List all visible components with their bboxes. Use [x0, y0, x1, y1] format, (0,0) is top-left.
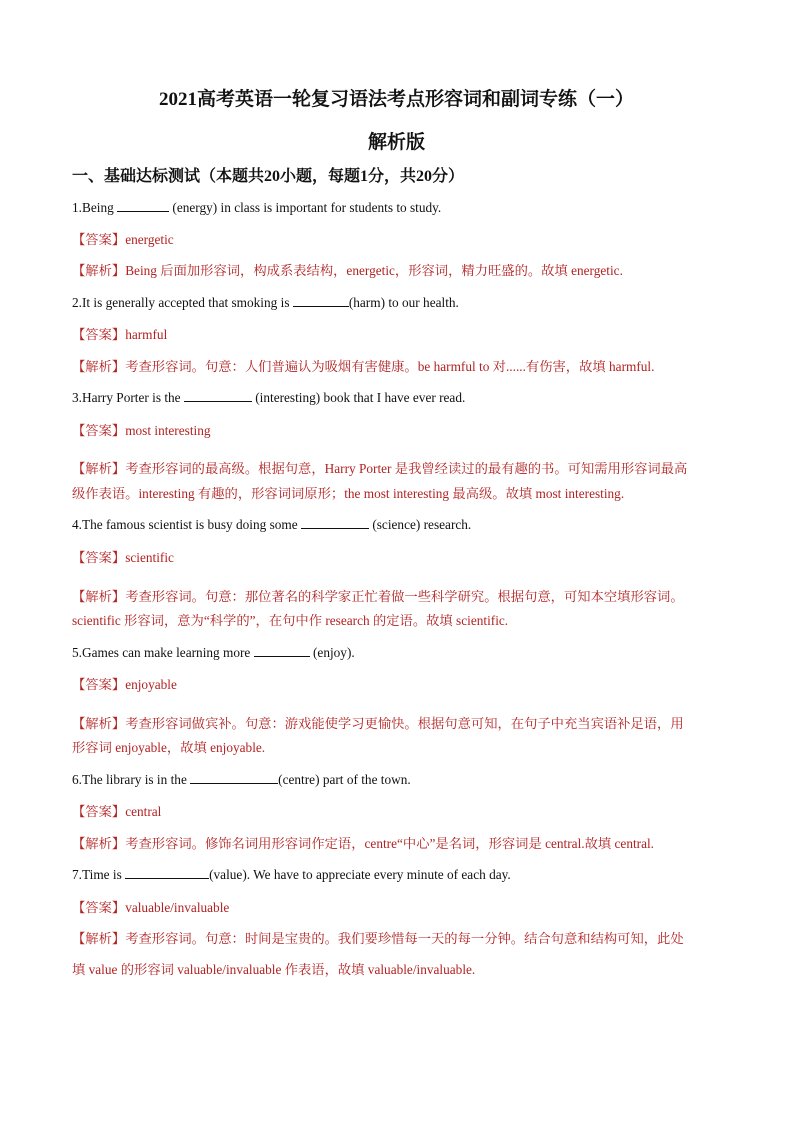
explanation-text: 形容词 enjoyable，故填 enjoyable. — [72, 740, 266, 755]
question-text: (enjoy). — [312, 645, 355, 660]
question-1 — [72, 196, 722, 220]
explanation-tag: 【解析】 — [72, 836, 126, 851]
question-text: (value). We have to appreciate every minute of each day. — [209, 867, 511, 882]
answer-6 — [72, 800, 722, 824]
answer-tag: 【答案】 — [72, 423, 126, 438]
explanation-text: 级作表语。interesting 有趣的，形容词词原形；the most interesting 最高级。故填 most interesting. — [72, 486, 625, 501]
question-text: 2.It is generally accepted that smoking is — [72, 295, 290, 310]
explanation-2 — [72, 355, 722, 379]
explanation-tag: 【解析】 — [72, 263, 126, 278]
answer-tag: 【答案】 — [72, 550, 126, 565]
explanation-7-line-1 — [72, 927, 722, 951]
answer-blank — [293, 294, 349, 307]
question-2 — [72, 291, 722, 315]
question-text: 1.Being — [72, 200, 114, 215]
answer-text: enjoyable — [125, 677, 177, 692]
question-3 — [72, 386, 722, 410]
question-text: (harm) to our health. — [348, 295, 459, 310]
explanation-text: 考查形容词。句意：人们普遍认为吸烟有害健康。be harmful to 对......有伤害，故填 harmful. — [125, 359, 655, 374]
answer-blank — [125, 866, 209, 879]
question-text: 7.Time is — [72, 867, 122, 882]
explanation-text: 考查形容词。句意：那位著名的科学家正忙着做一些科学研究。根据句意，可知本空填形容词。 — [125, 589, 684, 604]
question-6 — [72, 768, 722, 792]
answer-blank — [117, 199, 169, 212]
question-text: (science) research. — [372, 517, 472, 532]
answer-5 — [72, 673, 722, 697]
question-text: (energy) in class is important for students to study. — [172, 200, 442, 215]
answer-text: most interesting — [125, 423, 211, 438]
explanation-1 — [72, 259, 722, 283]
question-text: (centre) part of the town. — [278, 772, 411, 787]
question-text: 4.The famous scientist is busy doing some — [72, 517, 298, 532]
answer-text: scientific — [125, 550, 174, 565]
explanation-tag: 【解析】 — [72, 931, 126, 946]
section-heading: 一、基础达标测试（本题共20小题，每题1分，共20分） — [72, 168, 465, 185]
answer-blank — [190, 771, 278, 784]
answer-tag: 【答案】 — [72, 804, 126, 819]
explanation-tag: 【解析】 — [72, 461, 126, 476]
explanation-3-line-1 — [72, 457, 722, 481]
explanation-text: Being 后面加形容词，构成系表结构，energetic，形容词，精力旺盛的。故填 energetic. — [125, 263, 623, 278]
answer-text: energetic — [125, 232, 174, 247]
explanation-text: scientific 形容词，意为“科学的”，在句中作 research 的定语。故填 scientific. — [72, 613, 509, 628]
explanation-text: 考查形容词。修饰名词用形容词作定语，centre“中心”是名词，形容词是 central.故填 central. — [125, 836, 655, 851]
answer-2 — [72, 323, 722, 347]
question-7 — [72, 863, 722, 887]
document-subtitle: 解析版 — [367, 132, 425, 153]
question-text: 3.Harry Porter is the — [72, 390, 181, 405]
answer-7 — [72, 896, 722, 920]
explanation-text: 考查形容词做宾补。句意：游戏能使学习更愉快。根据句意可知，在句子中充当宾语补足语，用 — [125, 716, 684, 731]
explanation-5-line-2 — [72, 736, 722, 760]
explanation-4-line-1 — [72, 585, 722, 609]
explanation-3-line-2 — [72, 482, 722, 506]
explanation-text: 填 value 的形容词 valuable/invaluable 作表语，故填 valuable/invaluable. — [72, 962, 476, 977]
answer-text: central — [125, 804, 162, 819]
answer-blank — [301, 516, 369, 529]
explanation-text: 考查形容词。句意：时间是宝贵的。我们要珍惜每一天的每一分钟。结合句意和结构可知，此处 — [125, 931, 684, 946]
document-title: 2021高考英语一轮复习语法考点形容词和副词专练（一） — [158, 89, 634, 110]
explanation-6 — [72, 832, 722, 856]
explanation-7-line-2 — [72, 958, 722, 982]
explanation-5-line-1 — [72, 712, 722, 736]
answer-blank — [184, 389, 252, 402]
answer-tag: 【答案】 — [72, 900, 126, 915]
answer-text: harmful — [125, 327, 168, 342]
answer-tag: 【答案】 — [72, 327, 126, 342]
question-text: (interesting) book that I have ever read. — [255, 390, 466, 405]
explanation-tag: 【解析】 — [72, 359, 126, 374]
explanation-tag: 【解析】 — [72, 589, 126, 604]
explanation-tag: 【解析】 — [72, 716, 126, 731]
question-text: 6.The library is in the — [72, 772, 187, 787]
answer-text: valuable/invaluable — [125, 900, 230, 915]
question-5 — [72, 641, 722, 665]
explanation-4-line-2 — [72, 609, 722, 633]
answer-1 — [72, 228, 722, 252]
question-4 — [72, 513, 722, 537]
answer-tag: 【答案】 — [72, 677, 126, 692]
answer-tag: 【答案】 — [72, 232, 126, 247]
answer-3 — [72, 419, 722, 443]
explanation-text: 考查形容词的最高级。根据句意，Harry Porter 是我曾经读过的最有趣的书。可知需用形容词最高 — [125, 461, 688, 476]
question-text: 5.Games can make learning more — [72, 645, 251, 660]
answer-blank — [254, 644, 310, 657]
answer-4 — [72, 546, 722, 570]
